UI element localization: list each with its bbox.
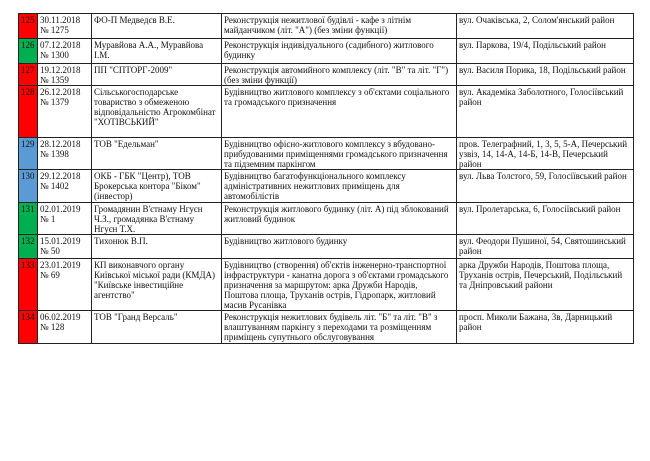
date-cell: 06.02.2019 № 128 [38,311,92,344]
date-cell: 28.12.2018 № 1398 [38,138,92,170]
applicant-cell: КП виконавчого органу Київської міської ради (КМДА) "Київське інвестиційне агентство" [92,259,222,311]
table-row [19,86,634,138]
description-cell: Реконструкція автомийного комплексу (літ. "В" та літ. "Г") (без зміни функції) [222,64,457,86]
applicant-cell: ОКБ - ГБК "Центр), ТОВ Брокерська контора "Біком" (інвестор) [92,170,222,203]
row-number: 128 [19,86,38,138]
date-cell: 29.12.2018 № 1402 [38,170,92,203]
description-cell: Будівництво офісно-житлового комплексу з вбудовано-прибудованими приміщеннями громадського призначення та підземним паркінгом [222,138,457,170]
date-cell: 07.12.2018 № 1300 [38,39,92,64]
date-cell: 19.12.2018 № 1359 [38,64,92,86]
applicant-cell: Сільськогосподарське товариство з обмеженою відповідальністю Агрокомбінат "ХОТІВСЬКИЙ" [92,86,222,138]
row-number: 127 [19,64,38,86]
date-cell: 26.12.2018 № 1379 [38,86,92,138]
address-cell: вул. Феодори Пушиної, 54, Святошинський район [457,235,634,259]
date-cell: 15.01.2019 № 50 [38,235,92,259]
registry-body [19,14,634,344]
address-cell: арка Дружби Народів, Поштова площа, Труханів острів, Печерський, Подільський та Дніпровський райони [457,259,634,311]
description-cell: Будівництво (створення) об'єктів інженерно-транспортної інфраструктури - канатна дорога з об'єктами громадського призначення за маршрутом: арка Дружби Народів, Поштова площа, Труханів острів, Гідропарк, житловий масив Русанівка [222,259,457,311]
description-cell: Будівництво житлового комплексу з об'єктами соціального та громадського призначення [222,86,457,138]
table-row [19,311,634,344]
row-number: 132 [19,235,38,259]
description-cell: Реконструкція нежитлової будівлі - кафе з літнім майданчиком (літ. "А") (без зміни функції) [222,14,457,39]
address-cell: просп. Миколи Бажана, 3в, Дарницький район [457,311,634,344]
row-number: 129 [19,138,38,170]
table-row [19,170,634,203]
row-number: 125 [19,14,38,39]
table-row [19,235,634,259]
date-cell: 02.01.2019 № 1 [38,203,92,235]
row-number: 133 [19,259,38,311]
applicant-cell: Тихонюк В.П. [92,235,222,259]
row-number: 134 [19,311,38,344]
description-cell: Реконструкція індивідуального (садибного) житлового будинку [222,39,457,64]
address-cell: вул. Пролетарська, 6, Голосіївський район [457,203,634,235]
table-row [19,64,634,86]
table-row [19,39,634,64]
address-cell: пров. Телеграфний, 1, 3, 5, 5-А, Печерський узвіз, 14, 14-А, 14-Б, 14-В, Печерський район [457,138,634,170]
table-row [19,14,634,39]
date-cell: 30.11.2018 № 1275 [38,14,92,39]
description-cell: Реконструкція нежитлових будівель літ. "Б" та літ. "В" з влаштуванням паркінгу з переходами та розміщенням приміщень супутнього обслуговування [222,311,457,344]
address-cell: вул. Академіка Заболотного, Голосіївський район [457,86,634,138]
address-cell: вул. Василя Порика, 18, Подільський район [457,64,634,86]
applicant-cell: ПП "СПТОРГ-2009" [92,64,222,86]
row-number: 130 [19,170,38,203]
address-cell: вул. Очаківська, 2, Солом'янський район [457,14,634,39]
registry-table [18,13,634,344]
description-cell: Будівництво житлового будинку [222,235,457,259]
address-cell: вул. Льва Толстого, 59, Голосіївський район [457,170,634,203]
applicant-cell: Муравйова А.А., Муравйова І.М. [92,39,222,64]
applicant-cell: ТОВ "Едельман" [92,138,222,170]
row-number: 131 [19,203,38,235]
description-cell: Реконструкція житлового будинку (літ. А) під зблокований житловий будинок [222,203,457,235]
address-cell: вул. Паркова, 19/4, Подільський район [457,39,634,64]
applicant-cell: ТОВ "Гранд Версаль" [92,311,222,344]
table-row [19,259,634,311]
table-row [19,203,634,235]
applicant-cell: Громадянин В'єтнаму Нгуєн Ч.З., громадянка В'єтнаму Нгуєн Т.Х. [92,203,222,235]
date-cell: 23.01.2019 № 69 [38,259,92,311]
table-row [19,138,634,170]
applicant-cell: ФО-П Медведєв В.Е. [92,14,222,39]
row-number: 126 [19,39,38,64]
description-cell: Будівництво багатофункціонального комплексу адміністративних нежитлових приміщень для автомобілістів [222,170,457,203]
